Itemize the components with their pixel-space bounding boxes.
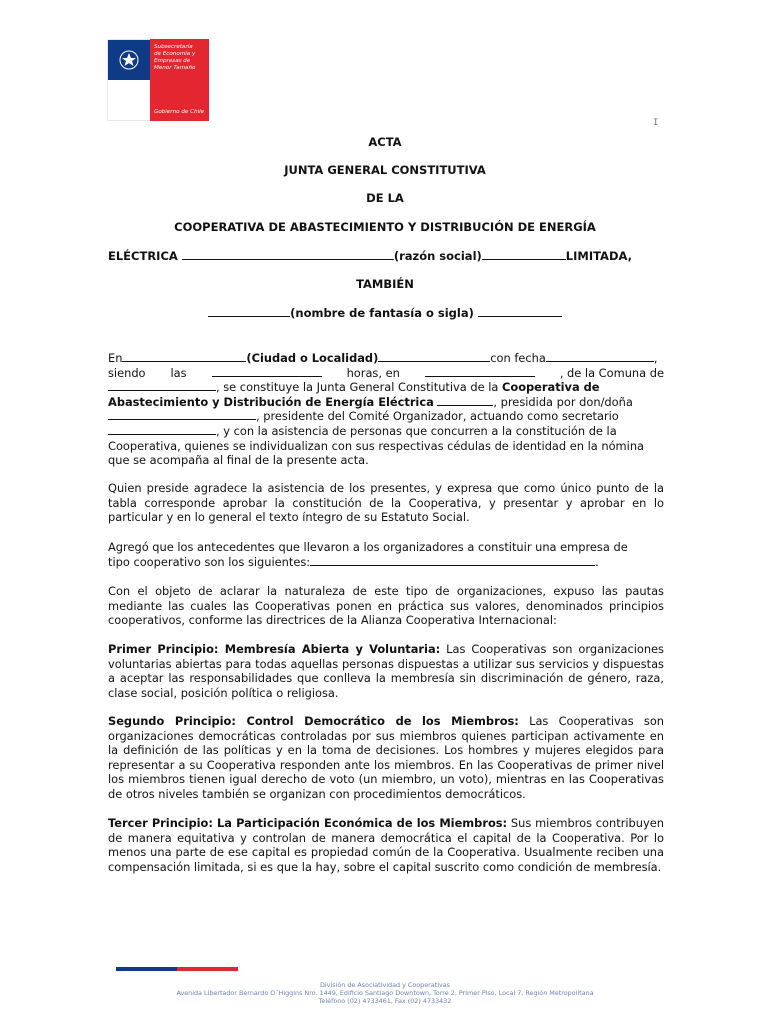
text-coop-bold-1: Cooperativa de xyxy=(502,380,600,395)
title-razon-social-line xyxy=(108,249,668,263)
paragraph-tercer-principio xyxy=(108,816,664,874)
blank-ciudad[interactable] xyxy=(378,351,490,362)
tercer-principio-text: Sus miembros contribuyen de manera equitativa y controlan de manera democrática el capital de la Cooperativa. Por lo menos una parte de ese capital es propiedad común de la Cooperativa. Usualmente reciben una compensación limitada, si es que la hay, sobre el capital suscrito como condición de membresía. xyxy=(108,816,664,874)
blank-fecha[interactable] xyxy=(546,351,654,362)
paragraph-segundo-principio xyxy=(108,714,664,802)
intro-line-7: Cooperativa, quienes se individualizan con sus respectivas cédulas de identidad en la nómina xyxy=(108,438,645,453)
razon-social-blank-2[interactable] xyxy=(482,249,566,260)
logo-blue-field xyxy=(108,40,150,80)
intro-line-4 xyxy=(108,395,664,410)
fantasia-blank-2[interactable] xyxy=(478,306,562,317)
text-de-la-comuna: , de la Comuna de xyxy=(559,365,664,380)
title-cooperativa: COOPERATIVA DE ABASTECIMIENTO Y DISTRIBUCIÓN DE ENERGÍA xyxy=(174,220,596,234)
title-fantasia-line xyxy=(0,306,770,320)
footer-address: Avenida Libertador Bernardo O´Higgins Nro. 1449, Edificio Santiago Downtown, Torre 2, Primer Piso, Local 7, Región Metropolitana xyxy=(176,989,594,997)
title-electrica: ELÉCTRICA xyxy=(108,249,178,263)
gobierno-logo xyxy=(107,39,209,121)
text-y-con-la: , y con la asistencia de personas que concurren a la constitución de la xyxy=(216,423,617,438)
blank-comuna[interactable] xyxy=(108,380,216,391)
blank-en-2[interactable] xyxy=(425,366,535,377)
logo-text-1: Subsecretaría xyxy=(154,44,193,50)
footer-phone: Teléfono (02) 4733461, Fax (02) 4733432 xyxy=(318,997,452,1005)
blank-en[interactable] xyxy=(122,351,246,362)
text-siendo: siendo xyxy=(108,365,146,380)
logo-text-4: Menor Tamaño xyxy=(154,65,196,71)
intro-line-2 xyxy=(108,366,664,381)
fantasia-blank-1[interactable] xyxy=(208,306,290,317)
text-las: las xyxy=(170,365,187,380)
title-de-la: DE LA xyxy=(366,191,404,205)
text-se-constituye: , se constituye la Junta General Constitutiva de la xyxy=(216,380,499,395)
antecedentes-line-1: Agregó que los antecedentes que llevaron a los organizadores a constituir una empresa de xyxy=(108,540,628,554)
footer-bar-red xyxy=(177,967,238,971)
intro-line-1 xyxy=(108,351,664,366)
title-acta: ACTA xyxy=(368,135,402,149)
coat-of-arms-icon xyxy=(114,45,144,75)
text-antecedentes: tipo cooperativo son los siguientes: xyxy=(108,554,311,569)
logo-text-2: de Economía y xyxy=(154,51,196,57)
intro-line-6 xyxy=(108,424,664,439)
intro-line-1-content xyxy=(108,351,657,366)
primer-principio-text: Las Cooperativas son organizaciones voluntarias abiertas para todas aquellas personas dispuestas a utilizar sus servicios y dispuestas a aceptar las responsabilidades que conlleva la membresía sin discriminación de género, raza, clase social, posición política o religiosa. xyxy=(108,642,664,700)
paragraph-intro xyxy=(108,351,664,468)
text-cursor-icon: I xyxy=(653,118,659,128)
title-limitada: LIMITADA, xyxy=(565,249,632,263)
paragraph-antecedentes xyxy=(108,540,664,569)
title-razon-social: (razón social) xyxy=(393,249,482,263)
logo-red-panel xyxy=(150,39,209,121)
intro-line-8: que se acompaña al final de la presente acta. xyxy=(108,453,369,468)
paragraph-agradece: Quien preside agradece la asistencia de los presentes, y expresa que como único punto de la tabla corresponde aprobar la constitución de la Cooperativa, y presentar y aprobar en lo particular y en lo general el texto íntegro de su Estatuto Social. xyxy=(108,481,664,525)
footer-division: División de Asociatividad y Cooperativas xyxy=(319,981,451,989)
text-con-fecha: con fecha xyxy=(490,351,546,365)
text-presidida: , presidida por don/doña xyxy=(493,394,633,409)
text-period: . xyxy=(595,554,599,569)
paragraph-primer-principio xyxy=(108,642,664,700)
footer-bar-blue xyxy=(116,967,177,971)
segundo-principio-heading: Segundo Principio: Control Democrático de los Miembros: xyxy=(108,714,519,728)
text-presidente: , presidente del Comité Organizador, actuando como secretario xyxy=(256,409,619,424)
razon-social-blank[interactable] xyxy=(182,249,394,260)
blank-secretario[interactable] xyxy=(108,424,216,435)
title-tambien: TAMBIÉN xyxy=(356,277,414,291)
antecedentes-line-2 xyxy=(108,555,664,570)
logo-gobierno-text: Gobierno de Chile xyxy=(154,109,205,115)
title-junta: JUNTA GENERAL CONSTITUTIVA xyxy=(284,163,486,177)
blank-presidente[interactable] xyxy=(108,409,256,420)
intro-line-3 xyxy=(108,380,664,395)
tercer-principio-heading: Tercer Principio: La Participación Económica de los Miembros: xyxy=(108,816,508,830)
text-ciudad: (Ciudad o Localidad) xyxy=(246,351,379,365)
logo-white-field xyxy=(108,80,150,120)
text-coop-bold-2: Abastecimiento y Distribución de Energía Eléctrica xyxy=(108,394,434,409)
footer-flag-bar xyxy=(116,967,238,971)
intro-line-5 xyxy=(108,409,664,424)
text-comma: , xyxy=(653,351,658,365)
primer-principio-heading: Primer Principio: Membresía Abierta y Voluntaria: xyxy=(108,642,441,656)
text-en: En xyxy=(108,351,123,365)
paragraph-objeto: Con el objeto de aclarar la naturaleza de este tipo de organizaciones, expuso las pautas mediante las cuales las Cooperativas ponen en práctica sus valores, denominados principios cooperativos, conforme las directrices de la Alianza Cooperativa Internacional: xyxy=(108,584,664,628)
logo-flag-panel xyxy=(107,39,150,121)
blank-horas[interactable] xyxy=(212,366,322,377)
blank-antecedentes[interactable] xyxy=(310,555,595,566)
text-horas-en: horas, en xyxy=(346,365,400,380)
logo-text-3: Empresas de xyxy=(154,58,191,64)
title-fantasia: (nombre de fantasía o sigla) xyxy=(290,306,474,320)
blank-coop[interactable] xyxy=(437,395,493,406)
segundo-principio-text: Las Cooperativas son organizaciones democráticas controladas por sus miembros quienes participan activamente en la definición de las políticas y en la toma de decisiones. Los hombres y mujeres elegidos para representar a su Cooperativa responden ante los miembros. En las Cooperativas de primer nivel los miembros tienen igual derecho de voto (un miembro, un voto), mientras en las Cooperativas de otros niveles también se organizan con procedimientos democráticos. xyxy=(108,714,665,801)
